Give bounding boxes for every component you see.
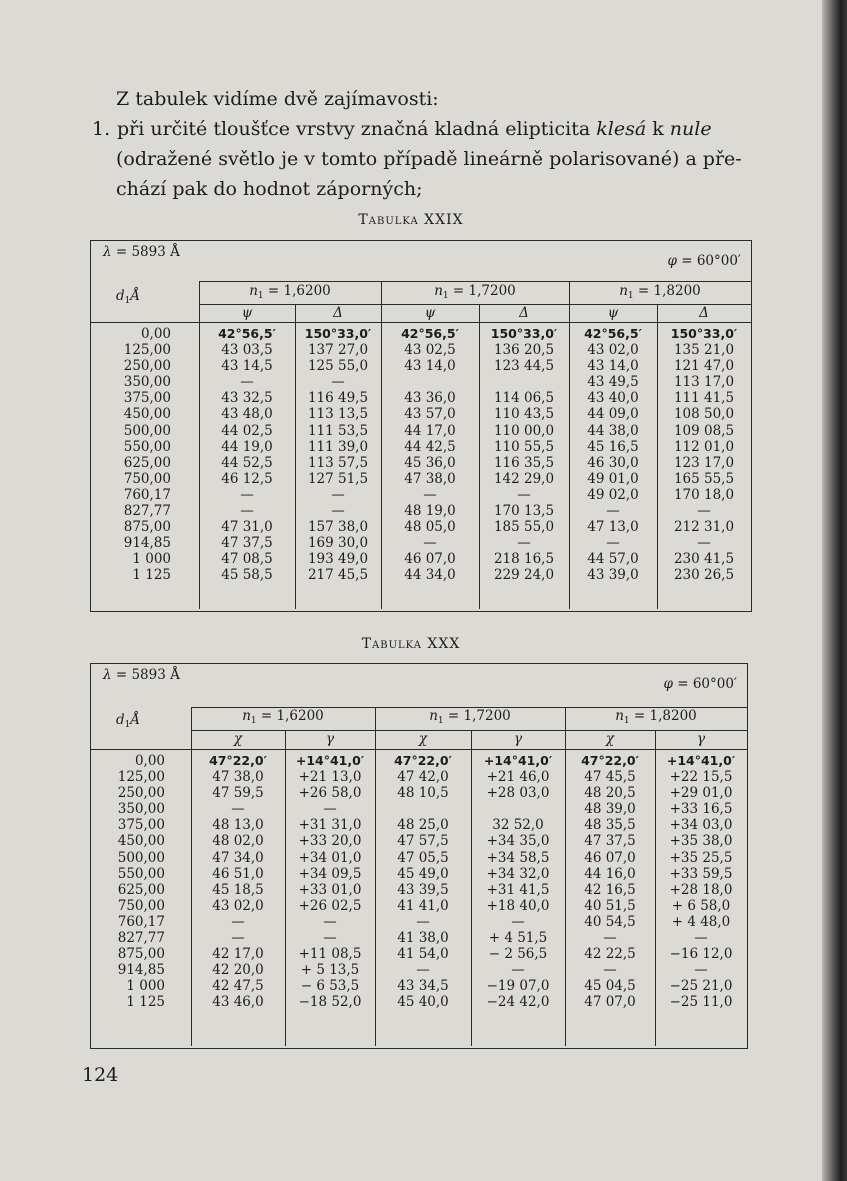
table-cell: 113 17,0 [673, 374, 735, 391]
divider-6 [657, 304, 658, 609]
table-cell: +28 03,0 [486, 785, 550, 802]
table-cell: — [694, 962, 708, 979]
table-cell: 760,17 [123, 486, 171, 503]
table-cell: 48 13,0 [212, 817, 264, 834]
table-cell: 137 27,0 [307, 342, 369, 359]
table-cell: — [240, 486, 254, 503]
table-cell: 49 01,0 [587, 470, 639, 487]
table-cell: +33 20,0 [298, 833, 362, 850]
table-cell: −25 11,0 [669, 994, 733, 1011]
lambda-label: λ = 5893 Å [103, 244, 180, 260]
table-cell: 750,00 [123, 470, 171, 487]
divider-2 [285, 730, 286, 1046]
table-cell: 44 09,0 [587, 406, 639, 423]
table-cell: 1 125 [132, 567, 171, 584]
table-cell: 46 30,0 [587, 454, 639, 471]
table-cell: +34 03,0 [669, 817, 733, 834]
table-cell: — [240, 374, 254, 391]
table-cell: +29 01,0 [669, 785, 733, 802]
table-cell: — [423, 535, 437, 552]
psi-column-1 [201, 326, 293, 584]
table-cell: 47 59,5 [212, 785, 264, 802]
table-cell: +33 01,0 [298, 881, 362, 898]
delta-column-3 [659, 326, 749, 584]
table-cell: 47 37,5 [584, 833, 636, 850]
table-cell: 217 45,5 [307, 567, 369, 584]
table-cell: 43 39,5 [397, 881, 449, 898]
table-29 [90, 240, 752, 612]
group-header-1: $n_1 = 1,6200$ [249, 283, 331, 301]
delta-column-1 [297, 326, 379, 584]
item-line-3: chází pak do hodnot záporných; [116, 178, 423, 200]
table-cell: +14°41,0′ [295, 753, 365, 768]
table-cell: — [511, 913, 525, 930]
table-cell: 827,77 [123, 503, 171, 520]
table-cell: 150°33,0′ [304, 326, 372, 341]
table-cell: 750,00 [117, 897, 165, 914]
group-header-3: $n_1 = 1,8200$ [615, 708, 697, 726]
table-cell: 550,00 [123, 438, 171, 455]
table-cell: 47°22,0′ [581, 753, 639, 768]
item-line-1-text-b: k [652, 118, 664, 140]
table-cell: 42 16,5 [584, 881, 636, 898]
table-cell: 125 55,0 [307, 358, 369, 375]
table-cell: 45 18,5 [212, 881, 264, 898]
table-cell: 111 41,5 [673, 390, 735, 407]
table-cell: 625,00 [123, 454, 171, 471]
table-cell: + 4 51,5 [488, 930, 548, 947]
gamma-column-2 [473, 753, 563, 1011]
table-30 [90, 663, 748, 1049]
table-cell: — [603, 962, 617, 979]
table-cell: 43 40,0 [587, 390, 639, 407]
group-header-3: $n_1 = 1,8200$ [619, 283, 701, 301]
table-cell: −18 52,0 [298, 994, 362, 1011]
d-column-header: $d_1Å$ [116, 712, 141, 730]
header-rule-top [199, 281, 751, 282]
table-cell: 44 52,5 [221, 454, 273, 471]
table-cell: 375,00 [117, 817, 165, 834]
gamma-column-3 [657, 753, 745, 1011]
table-cell: 42°56,5′ [218, 326, 276, 341]
table-cell: +34 35,0 [486, 833, 550, 850]
table-cell: 625,00 [117, 881, 165, 898]
lambda-label: λ = 5893 Å [103, 667, 180, 683]
table-cell: 450,00 [123, 406, 171, 423]
table-cell: 500,00 [117, 849, 165, 866]
table-cell: 136 20,5 [493, 342, 555, 359]
divider-4 [471, 730, 472, 1046]
table-cell: 110 55,5 [493, 438, 555, 455]
table-cell: 48 20,5 [584, 785, 636, 802]
table-cell: — [697, 535, 711, 552]
sub-header-gamma-2: γ [513, 731, 523, 747]
table-cell: 150°33,0′ [490, 326, 558, 341]
table-cell: — [323, 801, 337, 818]
divider-5 [569, 281, 570, 609]
table-cell: 170 13,5 [493, 503, 555, 520]
table-cell: 43 49,5 [587, 374, 639, 391]
table-cell: 45 16,5 [587, 438, 639, 455]
item-line-1-emphasis-2: nule [669, 118, 712, 140]
intro-paragraph: Z tabulek vidíme dvě zajímavosti: [116, 88, 439, 110]
table-cell: — [694, 930, 708, 947]
divider-1 [199, 281, 200, 609]
table-cell: 193 49,0 [307, 551, 369, 568]
table-cell: 914,85 [117, 962, 165, 979]
table-cell: 43 14,5 [221, 358, 273, 375]
sub-header-psi-3: ψ [607, 305, 619, 321]
table-cell: 41 41,0 [397, 897, 449, 914]
table-cell: 250,00 [123, 358, 171, 375]
table-cell: 185 55,0 [493, 519, 555, 536]
table-cell: 43 36,0 [404, 390, 456, 407]
item-line-1 [92, 114, 772, 144]
table-cell: — [231, 801, 245, 818]
table-cell: 43 03,5 [221, 342, 273, 359]
table-cell: 375,00 [123, 390, 171, 407]
table-cell: 42°56,5′ [401, 326, 459, 341]
table-cell: +22 15,5 [669, 769, 733, 786]
table-cell: + 6 58,0 [671, 897, 731, 914]
table-cell: 43 57,0 [404, 406, 456, 423]
table-cell: 43 02,0 [587, 342, 639, 359]
gamma-column-1 [287, 753, 373, 1011]
table-cell: 47 38,0 [212, 769, 264, 786]
table-cell: 46 12,5 [221, 470, 273, 487]
item-line-1-emphasis-1: klesá [596, 118, 647, 140]
divider-2 [295, 304, 296, 609]
table-cell: 32 52,0 [492, 817, 544, 834]
table-cell: 46 07,0 [404, 551, 456, 568]
table-cell: 875,00 [117, 946, 165, 963]
sub-header-chi-2: χ [418, 731, 428, 747]
table-cell: +14°41,0′ [483, 753, 553, 768]
table-cell: 45 36,0 [404, 454, 456, 471]
table-cell: 45 40,0 [397, 994, 449, 1011]
table-cell: 46 51,0 [212, 865, 264, 882]
group-header-2: $n_1 = 1,7200$ [434, 283, 516, 301]
table-cell: 230 26,5 [673, 567, 735, 584]
table-cell: 45 58,5 [221, 567, 273, 584]
divider-5 [565, 707, 566, 1046]
table-cell: 109 08,5 [673, 422, 735, 439]
table-cell: 169 30,0 [307, 535, 369, 552]
table-cell: 827,77 [117, 930, 165, 947]
table-cell: 47 37,5 [221, 535, 273, 552]
table-cell: — [511, 962, 525, 979]
table-cell: +11 08,5 [298, 946, 362, 963]
table-cell: +34 58,5 [486, 849, 550, 866]
table-cell: 42°56,5′ [584, 326, 642, 341]
table-cell [377, 801, 469, 817]
table-cell: 43 32,5 [221, 390, 273, 407]
table-cell: 123 17,0 [673, 454, 735, 471]
table-cell: 500,00 [123, 422, 171, 439]
table-cell: 45 04,5 [584, 978, 636, 995]
table-cell: 41 54,0 [397, 946, 449, 963]
table-cell: 47 34,0 [212, 849, 264, 866]
table-cell: — [416, 962, 430, 979]
table-cell: 113 57,5 [307, 454, 369, 471]
table-cell: 48 35,5 [584, 817, 636, 834]
table-cell: 229 24,0 [493, 567, 555, 584]
table-cell: −16 12,0 [669, 946, 733, 963]
table-cell: — [603, 930, 617, 947]
table-cell: 43 46,0 [212, 994, 264, 1011]
table-cell: 875,00 [123, 519, 171, 536]
table-cell: — [323, 930, 337, 947]
phi-label: φ = 60°00′ [667, 253, 741, 269]
table-cell: 48 02,0 [212, 833, 264, 850]
sub-header-chi-1: χ [233, 731, 243, 747]
table-cell: 40 51,5 [584, 897, 636, 914]
table-cell: 43 02,0 [212, 897, 264, 914]
table-cell: +34 32,0 [486, 865, 550, 882]
delta-column-2 [481, 326, 567, 584]
table-cell: 0,00 [134, 753, 165, 769]
table-cell [383, 374, 477, 390]
table-cell: −25 21,0 [669, 978, 733, 995]
page-number: 124 [82, 1064, 119, 1086]
divider-3 [375, 707, 376, 1046]
phi-label: φ = 60°00′ [663, 676, 737, 692]
table-cell: 450,00 [117, 833, 165, 850]
table-cell: 47 42,0 [397, 769, 449, 786]
table-cell: 42 22,5 [584, 946, 636, 963]
table-cell: — [517, 535, 531, 552]
sub-header-chi-3: χ [605, 731, 615, 747]
d-column-header: $d_1Å$ [116, 288, 141, 306]
divider-4 [479, 304, 480, 609]
table-cell: 114 06,5 [493, 390, 555, 407]
table-30-caption: Tabulka XXX [361, 636, 461, 652]
header-rule-bottom [91, 322, 751, 323]
table-cell: +33 16,5 [669, 801, 733, 818]
table-cell: 121 47,0 [673, 358, 735, 375]
table-cell: 170 18,0 [673, 486, 735, 503]
table-cell: — [323, 913, 337, 930]
table-cell: — [423, 486, 437, 503]
table-cell: +26 58,0 [298, 785, 362, 802]
table-cell: 142 29,0 [493, 470, 555, 487]
table-cell: 1 000 [126, 978, 165, 995]
table-cell: 44 38,0 [587, 422, 639, 439]
table-cell: +14°41,0′ [666, 753, 736, 768]
table-cell: — [331, 486, 345, 503]
table-cell: 760,17 [117, 913, 165, 930]
table-cell: 48 05,0 [404, 519, 456, 536]
table-cell: 350,00 [123, 374, 171, 391]
item-line-2: (odražené světlo je v tomto případě lineárně polarisované) a pře- [116, 148, 742, 170]
sub-header-delta-3: Δ [699, 305, 709, 321]
table-cell: 230 41,5 [673, 551, 735, 568]
table-cell: 47°22,0′ [209, 753, 267, 768]
table-cell: 116 35,5 [493, 454, 555, 471]
table-cell: 47 08,5 [221, 551, 273, 568]
table-cell: — [331, 374, 345, 391]
chi-column-3 [567, 753, 653, 1011]
table-cell: — [606, 503, 620, 520]
table-cell: 47°22,0′ [394, 753, 452, 768]
table-cell: 44 42,5 [404, 438, 456, 455]
group-header-1: $n_1 = 1,6200$ [242, 708, 324, 726]
table-cell: 350,00 [117, 801, 165, 818]
table-cell: 113 13,5 [307, 406, 369, 423]
table-cell: +31 41,5 [486, 881, 550, 898]
table-cell: 157 38,0 [307, 519, 369, 536]
table-cell: 150°33,0′ [670, 326, 738, 341]
table-cell: — [240, 503, 254, 520]
table-cell: 43 14,0 [587, 358, 639, 375]
table-cell: 127 51,5 [307, 470, 369, 487]
table-cell: 42 20,0 [212, 962, 264, 979]
chi-column-2 [377, 753, 469, 1011]
table-cell: −19 07,0 [486, 978, 550, 995]
d-values-column [91, 753, 165, 1011]
header-rule-bottom [91, 749, 747, 750]
table-cell: 42 47,5 [212, 978, 264, 995]
table-cell: 40 54,5 [584, 913, 636, 930]
table-cell [473, 801, 563, 817]
table-cell: 47 57,5 [397, 833, 449, 850]
table-cell: 43 39,0 [587, 567, 639, 584]
table-cell: 44 16,0 [584, 865, 636, 882]
table-cell: −24 42,0 [486, 994, 550, 1011]
table-cell: + 4 48,0 [671, 913, 731, 930]
table-cell: 108 50,0 [673, 406, 735, 423]
table-cell: + 5 13,5 [300, 962, 360, 979]
table-cell: +35 38,0 [669, 833, 733, 850]
table-cell: 47 31,0 [221, 519, 273, 536]
table-cell: 44 19,0 [221, 438, 273, 455]
table-cell [481, 374, 567, 390]
d-values-column [91, 326, 171, 584]
group-header-2: $n_1 = 1,7200$ [429, 708, 511, 726]
table-cell: 165 55,5 [673, 470, 735, 487]
sub-header-delta-2: Δ [519, 305, 529, 321]
table-cell: 47 38,0 [404, 470, 456, 487]
sub-header-psi-1: ψ [241, 305, 253, 321]
table-cell: 48 25,0 [397, 817, 449, 834]
table-cell: 43 34,5 [397, 978, 449, 995]
table-cell: 49 02,0 [587, 486, 639, 503]
table-cell: 135 21,0 [673, 342, 735, 359]
table-cell: +21 13,0 [298, 769, 362, 786]
table-cell: — [231, 930, 245, 947]
table-cell: 125,00 [123, 342, 171, 359]
table-cell: — [517, 486, 531, 503]
table-cell: +28 18,0 [669, 881, 733, 898]
table-cell: − 2 56,5 [488, 946, 548, 963]
item-number: 1. [92, 118, 111, 140]
table-cell: 48 10,5 [397, 785, 449, 802]
table-cell: +35 25,5 [669, 849, 733, 866]
table-29-caption: Tabulka XXIX [358, 212, 464, 228]
table-cell: 123 44,5 [493, 358, 555, 375]
table-cell: 47 45,5 [584, 769, 636, 786]
table-cell: 44 57,0 [587, 551, 639, 568]
table-cell: 116 49,5 [307, 390, 369, 407]
table-cell: 250,00 [117, 785, 165, 802]
table-cell: +33 59,5 [669, 865, 733, 882]
table-cell: 111 53,5 [307, 422, 369, 439]
table-cell: 47 05,5 [397, 849, 449, 866]
divider-6 [655, 730, 656, 1046]
table-cell: — [331, 503, 345, 520]
table-cell: 43 02,5 [404, 342, 456, 359]
table-cell: +34 01,0 [298, 849, 362, 866]
chi-column-1 [193, 753, 283, 1011]
table-cell: 110 43,5 [493, 406, 555, 423]
sub-header-gamma-1: γ [325, 731, 335, 747]
table-cell: 47 07,0 [584, 994, 636, 1011]
sub-header-delta-1: Δ [333, 305, 343, 321]
psi-column-2 [383, 326, 477, 584]
table-cell: 48 39,0 [584, 801, 636, 818]
table-cell: 45 49,0 [397, 865, 449, 882]
table-cell: 44 17,0 [404, 422, 456, 439]
table-cell: 111 39,0 [307, 438, 369, 455]
table-cell: 212 31,0 [673, 519, 735, 536]
table-cell: 1 000 [132, 551, 171, 568]
table-cell: +21 46,0 [486, 769, 550, 786]
table-cell: 44 02,5 [221, 422, 273, 439]
table-cell: 550,00 [117, 865, 165, 882]
table-cell: 48 19,0 [404, 503, 456, 520]
table-cell: 46 07,0 [584, 849, 636, 866]
psi-column-3 [571, 326, 655, 584]
table-cell: 44 34,0 [404, 567, 456, 584]
table-cell: 914,85 [123, 535, 171, 552]
table-cell: 41 38,0 [397, 930, 449, 947]
table-cell: 1 125 [126, 994, 165, 1011]
item-1-paragraph [92, 114, 772, 204]
divider-1 [191, 707, 192, 1046]
table-cell: — [416, 913, 430, 930]
table-cell: +26 02,5 [298, 897, 362, 914]
table-cell: 110 00,0 [493, 422, 555, 439]
table-cell: +34 09,5 [298, 865, 362, 882]
table-cell: +31 31,0 [298, 817, 362, 834]
item-line-1-text-a: při určité tloušťce vrstvy značná kladná elipticita [117, 118, 591, 140]
table-cell: — [231, 913, 245, 930]
divider-3 [381, 281, 382, 609]
table-cell: − 6 53,5 [300, 978, 360, 995]
book-spine-shadow [822, 0, 847, 1181]
sub-header-psi-2: ψ [424, 305, 436, 321]
table-cell: 43 14,0 [404, 358, 456, 375]
table-cell: +18 40,0 [486, 897, 550, 914]
table-cell: 218 16,5 [493, 551, 555, 568]
table-cell: 43 48,0 [221, 406, 273, 423]
table-cell: 0,00 [140, 326, 171, 342]
table-cell: 47 13,0 [587, 519, 639, 536]
table-cell: 112 01,0 [673, 438, 735, 455]
sub-header-gamma-3: γ [696, 731, 706, 747]
table-cell: 125,00 [117, 769, 165, 786]
table-cell: — [606, 535, 620, 552]
table-cell: — [697, 503, 711, 520]
table-cell: 42 17,0 [212, 946, 264, 963]
